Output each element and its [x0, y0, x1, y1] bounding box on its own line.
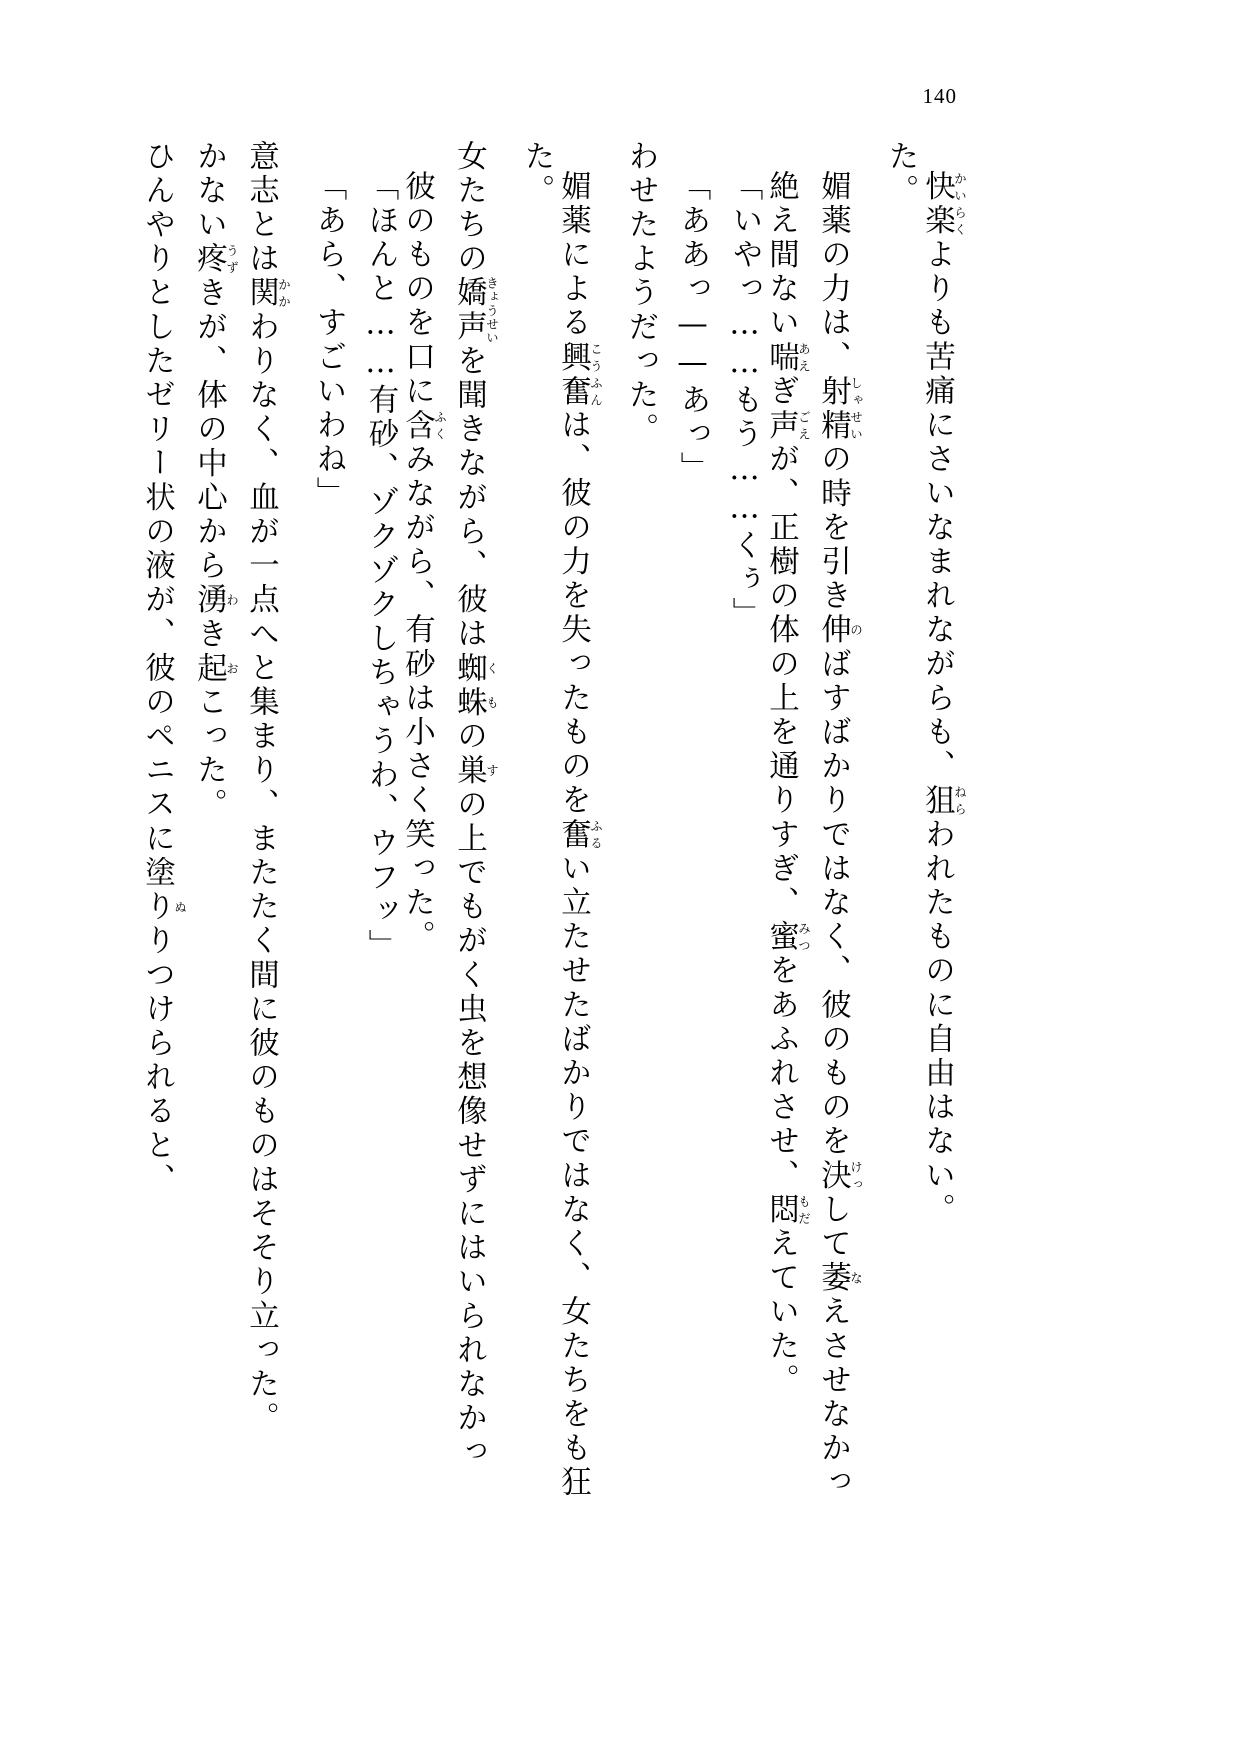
paragraph-indent: [744, 140, 745, 170]
text-run: が、正樹の体の上を通りすぎ、: [763, 442, 799, 921]
furigana: あえ: [796, 340, 812, 375]
furigana: ぬ: [172, 890, 188, 925]
text-run: 彼のものを口に: [399, 170, 435, 409]
text-run: 女たちの: [451, 140, 487, 277]
text-column: [915, 140, 967, 1460]
furigana: す: [484, 753, 500, 788]
furigana: こうふん: [588, 340, 604, 409]
furigana: な: [848, 1261, 864, 1296]
text-line: [921, 140, 967, 1460]
paragraph-indent: [692, 140, 693, 170]
paragraph-indent: [780, 140, 781, 170]
text-line: [193, 140, 239, 1460]
ruby-text: 嬌声きょうせい: [451, 276, 500, 345]
text-run: い立たせたばかりではなく、女たちをも狂: [555, 852, 591, 1500]
furigana: わ: [224, 583, 240, 618]
ruby-text: 喘あえ: [763, 340, 812, 375]
ruby-text: 起お: [191, 651, 240, 686]
text-run: こった。: [191, 685, 227, 823]
text-line: [555, 140, 604, 1500]
text-column: [759, 140, 811, 1460]
paragraph-indent: [832, 140, 833, 170]
text-column: [447, 140, 500, 1470]
text-run: 「ああっ——あっ」: [675, 170, 710, 486]
text-run: 媚薬の力は、: [815, 170, 851, 375]
text-run: をあふれさせ、: [763, 954, 799, 1194]
furigana: ふる: [588, 817, 604, 852]
furigana: ふく: [432, 408, 448, 443]
text-line: [677, 140, 708, 1460]
text-line: [141, 140, 187, 1460]
text-run: 媚薬による: [555, 170, 591, 341]
text-run: わりなく、血が一点へと集まり、またたく間に彼のものはそそり立った。: [243, 310, 279, 1436]
furigana: しゃせい: [848, 374, 864, 443]
text-line: [451, 140, 500, 1470]
ruby-text: 萎な: [815, 1261, 864, 1296]
furigana: かいらく: [952, 170, 968, 239]
text-line: [625, 140, 656, 1460]
ruby-text: 含ふく: [399, 408, 448, 443]
text-run: えていた。: [763, 1227, 799, 1398]
text-line: [885, 140, 916, 1460]
text-column: [291, 140, 346, 1460]
text-run: 意志とは: [243, 140, 279, 277]
text-run: えさせなかっ: [815, 1295, 851, 1500]
text-run: ひんやりとしたゼリー状の液が、彼のペニスに塗: [139, 140, 175, 891]
furigana: きょうせい: [484, 276, 500, 345]
text-column: [395, 140, 447, 1460]
text-column: [499, 140, 554, 1460]
text-run: の時を引き: [815, 442, 851, 614]
text-run: わせたようだった。: [623, 140, 658, 447]
furigana: みつ: [796, 920, 812, 955]
text-run: かない: [191, 140, 227, 243]
ruby-text: 悶もだ: [763, 1193, 812, 1228]
text-run: ばすばかりではなく、彼のものを: [815, 647, 851, 1159]
ruby-text: 快楽かいらく: [919, 170, 968, 239]
text-column: [551, 140, 604, 1500]
text-column: [811, 140, 864, 1500]
ruby-text: 興奮こうふん: [555, 340, 604, 409]
ruby-text: 決けっ: [815, 1158, 864, 1194]
ruby-text: 蜜みつ: [763, 920, 812, 955]
furigana: の: [848, 613, 864, 648]
text-line: [729, 140, 760, 1460]
ruby-text: 伸の: [815, 613, 864, 648]
text-column: [603, 140, 658, 1460]
ruby-text: 関かか: [243, 276, 292, 311]
paragraph-indent: [416, 140, 417, 170]
text-column: [343, 140, 398, 1460]
paragraph-indent: [572, 140, 573, 170]
text-line: [521, 140, 552, 1460]
text-run: きが、体の中心から: [191, 276, 227, 584]
text-run: の: [451, 719, 487, 754]
paragraph-indent: [328, 140, 329, 170]
ruby-text: りぬ: [139, 890, 188, 925]
text-column: [707, 140, 762, 1460]
furigana: お: [224, 651, 240, 686]
text-line: [365, 140, 396, 1460]
furigana: くも: [484, 651, 500, 720]
text-line: [765, 140, 811, 1460]
furigana: うず: [224, 242, 240, 277]
text-run: ぎ: [763, 374, 799, 409]
paragraph-indent: [380, 140, 381, 170]
text-run: の上でもがく虫を想像せずにはいられなかっ: [451, 787, 487, 1470]
furigana: けっ: [848, 1158, 864, 1194]
text-run: た。: [519, 140, 554, 209]
paragraph-indent: [936, 140, 937, 170]
ruby-text: 巣す: [451, 753, 500, 788]
ruby-text: 湧わ: [191, 583, 240, 618]
text-run: は、彼の力を失ったものを: [555, 408, 591, 818]
text-line: [401, 140, 447, 1460]
ruby-text: 奮ふる: [555, 817, 604, 853]
text-column: [863, 140, 918, 1460]
text-run: き: [191, 617, 227, 652]
furigana: かか: [276, 276, 292, 311]
furigana: ねら: [952, 783, 968, 818]
furigana: もだ: [796, 1193, 812, 1228]
text-run: りつけられると、: [139, 924, 175, 1198]
furigana: ごえ: [796, 408, 812, 443]
text-line: [815, 140, 864, 1500]
text-run: よりも苦痛にさいなまれながらも、: [919, 238, 955, 784]
text-line: [245, 140, 291, 1460]
ruby-text: 疼うず: [191, 242, 240, 277]
text-run: 「あら、すごいわね」: [311, 170, 346, 511]
text-run: みながら、有砂は小さく笑った。: [399, 442, 435, 955]
text-run: して: [815, 1193, 851, 1262]
text-column: [655, 140, 710, 1460]
text-column: [239, 140, 291, 1460]
text-run: を聞きながら、彼は: [451, 344, 487, 652]
text-line: [313, 140, 344, 1460]
text-run: た。: [883, 140, 918, 209]
page-number: 140: [922, 84, 957, 108]
vertical-text-body: [135, 140, 1145, 1500]
ruby-text: 蜘蛛くも: [451, 651, 500, 720]
text-run: 「いやっ……もう……くぅ」: [727, 170, 762, 632]
text-column: [187, 140, 239, 1460]
text-run: 絶え間ない: [763, 170, 799, 341]
ruby-text: 声ごえ: [763, 408, 812, 443]
text-run: われたものに自由はない。: [919, 817, 955, 1228]
text-column: [135, 140, 187, 1460]
ruby-text: 狙ねら: [919, 783, 968, 818]
text-run: 「ほんと……有砂、ゾクゾクしちゃうわ、ウフッ」: [363, 170, 398, 964]
ruby-text: 射精しゃせい: [815, 374, 864, 443]
